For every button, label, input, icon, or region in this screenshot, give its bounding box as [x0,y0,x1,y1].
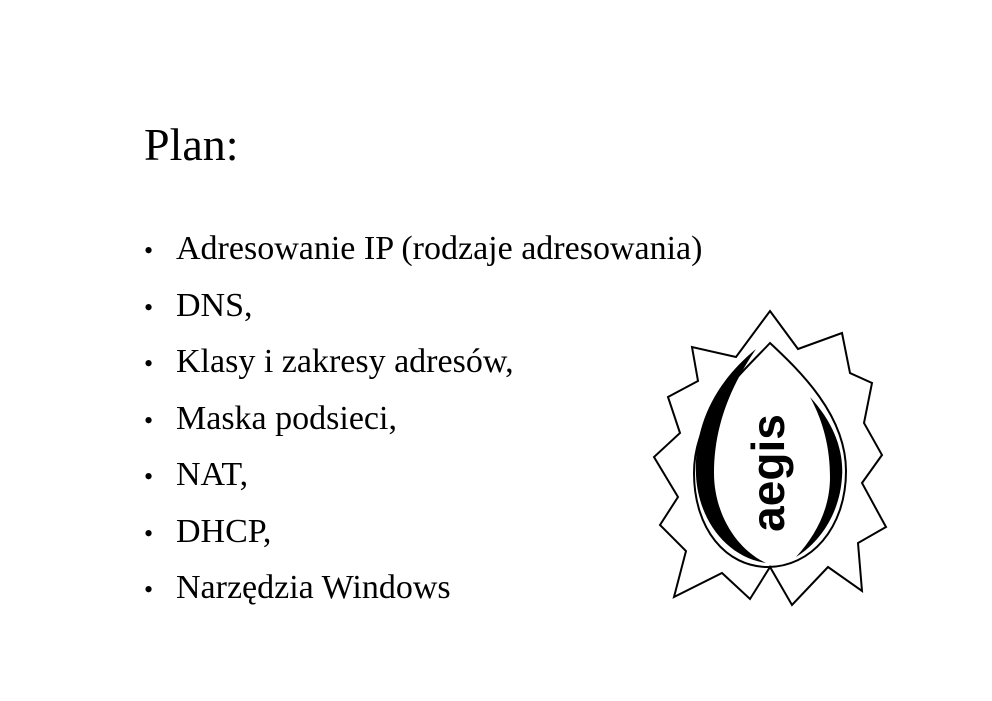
list-item-text: Klasy i zakresy adresów, [176,343,514,380]
list-item-text: Maska podsieci, [176,399,397,437]
bullet-icon: • [144,349,154,378]
list-item [144,222,702,279]
bullet-list [144,222,702,618]
crescent-right [796,397,842,557]
list-item [144,505,702,562]
list-item [144,335,702,392]
bullet-icon: • [144,405,154,435]
bullet-icon: • [144,292,154,322]
list-item-text: Narzędzia Windows [176,569,451,606]
bullet-icon: • [144,518,154,548]
list-item-text: DHCP, [176,512,272,550]
list-item [144,561,702,618]
bullet-icon: • [144,575,154,604]
logo-text: aegis [742,414,795,532]
list-item-text: DNS, [176,286,253,324]
list-item-text: NAT, [176,456,249,493]
list-item-text: Adresowanie IP (rodzaje adresowania) [176,230,703,267]
slide-title: Plan: [144,119,239,170]
sun-drop-logo-icon [650,305,890,625]
list-item [144,392,702,449]
bullet-icon: • [144,236,154,265]
bullet-icon: • [144,462,154,491]
list-item [144,279,702,336]
list-item [144,448,702,505]
